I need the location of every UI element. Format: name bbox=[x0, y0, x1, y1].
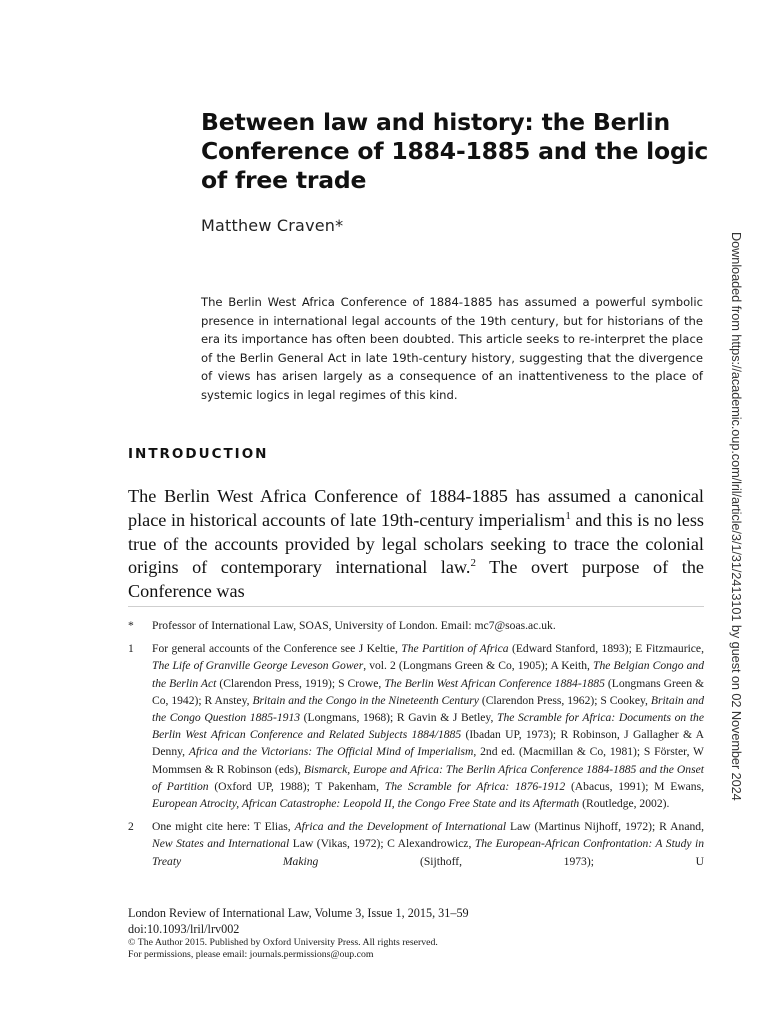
footnote-title-italic: The Partition of Africa bbox=[401, 642, 509, 656]
footnote-ref-1[interactable]: 1 bbox=[565, 509, 571, 522]
footnote-text-segment: (Longmans Green & Co, 1942); R Anstey, bbox=[152, 676, 705, 707]
journal-doi[interactable]: doi:10.1093/lril/lrv002 bbox=[128, 922, 240, 936]
footnote-text-segment: (Routledge, 2002). bbox=[579, 797, 670, 811]
footnote-title-italic: The Berlin West African Conference 1884-1885 bbox=[384, 676, 605, 690]
footnote-text-segment: (Clarendon Press, 1919); S Crowe, bbox=[216, 676, 385, 690]
footnote-title-italic: The Scramble for Africa: 1876-1912 bbox=[384, 779, 566, 793]
footnote-text-segment: Law (Vikas, 1972); C Alexandrowicz, bbox=[289, 837, 475, 851]
footnote-marker: * bbox=[128, 619, 134, 632]
footnote-text-segment: , 2nd ed. (Macmillan & Co, 1981); S Förster, W Mommsen & R Robinson (eds), bbox=[152, 745, 704, 776]
section-heading-introduction: INTRODUCTION bbox=[128, 446, 269, 462]
article-author: Matthew Craven* bbox=[201, 216, 344, 235]
footnote-marker: 2 bbox=[128, 820, 134, 834]
journal-citation: London Review of International Law, Volume 3, Issue 1, 2015, 31–59 bbox=[128, 906, 469, 920]
intro-text-2: and this is no less true of the accounts provided by legal scholars seeking to trace the colonial origins of contemporary international law. bbox=[128, 509, 705, 578]
footnote-item bbox=[128, 818, 704, 870]
footnote-text bbox=[152, 617, 704, 634]
intro-text-3: The overt purpose of the Conference was bbox=[128, 557, 704, 602]
article-abstract: The Berlin West Africa Conference of 1884-1885 has assumed a powerful symbolic presence in international legal accounts of the 19th century, but for historians of the era its importance has often been doubted. This article seeks to re-interpret the place of the Berlin General Act in late 19th-century history, suggesting that the divergence of views has arisen largely as a consequence of an inattentiveness to the place of systemic logics in legal regimes of this kind. bbox=[201, 295, 703, 402]
footnote-title-italic: The Belgian Congo and the Berlin Act bbox=[152, 659, 704, 690]
footnote-text-segment: (Sijthoff, 1973); U bbox=[318, 854, 704, 868]
footnote-text-segment: (Clarendon Press, 1962); S Cookey, bbox=[478, 693, 651, 707]
footnote-title-italic: Bismarck, Europe and Africa: The Berlin Africa Conference 1884-1885 and the Onset of Partition bbox=[152, 762, 704, 793]
footnote-title-italic: The Scramble for Africa: Documents on the Berlin West African Conference and Related Subjects 1884/1885 bbox=[152, 711, 704, 742]
footnote-marker: 1 bbox=[128, 642, 134, 656]
footnote-text-segment: , vol. 2 (Longmans Green & Co, 1905); A Keith, bbox=[363, 659, 593, 673]
footnote-item bbox=[128, 617, 704, 634]
introduction-paragraph bbox=[128, 485, 704, 604]
footnote-text-segment: (Ibadan UP, 1973); R Robinson, J Gallagher & A Denny, bbox=[152, 728, 704, 759]
footnote-title-italic: Africa and the Victorians: The Official Mind of Imperialism bbox=[188, 745, 474, 759]
download-watermark: Downloaded from https://academic.oup.com/lril/article/3/1/31/2413101 by guest on 02 November 2024 bbox=[729, 232, 744, 801]
footnote-text-segment: (Edward Stanford, 1893); E Fitzmaurice, bbox=[508, 642, 704, 656]
footnote-text-segment: Law (Martinus Nijhoff, 1972); R Anand, bbox=[506, 820, 704, 834]
footnote-divider bbox=[128, 606, 704, 607]
article-title: Between law and history: the Berlin Conference of 1884-1885 and the logic of free trade bbox=[201, 108, 709, 194]
footnote-title-italic: New States and International bbox=[152, 837, 290, 851]
footnote-text-segment: (Oxford UP, 1988); T Pakenham, bbox=[208, 779, 385, 793]
footnote-text bbox=[152, 818, 704, 870]
footnote-title-italic: Britain and the Congo Question 1885-1913 bbox=[152, 693, 705, 725]
footnote-text-segment: (Longmans, 1968); R Gavin & J Betley, bbox=[300, 711, 497, 725]
footnote-title-italic: Britain and the Congo in the Nineteenth Century bbox=[252, 693, 479, 707]
footnote-text-segment: For general accounts of the Conference see J Keltie, bbox=[152, 642, 402, 656]
journal-permissions: For permissions, please email: journals.permissions@oup.com bbox=[128, 949, 374, 960]
footnote-text-segment: One might cite here: T Elias, bbox=[152, 820, 295, 834]
footnote-title-italic: Africa and the Development of International bbox=[294, 820, 507, 834]
footnote-item bbox=[128, 640, 704, 812]
footnotes bbox=[128, 617, 704, 876]
footnote-text-segment: Professor of International Law, SOAS, University of London. Email: mc7@soas.ac.uk. bbox=[152, 619, 556, 632]
intro-text-1: The Berlin West Africa Conference of 1884-1885 has assumed a canonical place in historical accounts of late 19th-century imperialism bbox=[128, 486, 704, 530]
journal-copyright: © The Author 2015. Published by Oxford University Press. All rights reserved. bbox=[128, 937, 438, 948]
journal-info bbox=[128, 905, 469, 961]
footnote-ref-2[interactable]: 2 bbox=[470, 557, 476, 570]
footnote-text-segment: (Abacus, 1991); M Ewans, bbox=[565, 779, 705, 793]
footnote-text bbox=[152, 640, 704, 812]
footnote-title-italic: The Life of Granville George Leveson Gower bbox=[152, 659, 364, 673]
footnote-title-italic: The European-African Confrontation: A Study in Treaty Making bbox=[152, 837, 705, 868]
footnote-title-italic: European Atrocity, African Catastrophe: Leopold II, the Congo Free State and its Aftermath bbox=[152, 797, 580, 811]
